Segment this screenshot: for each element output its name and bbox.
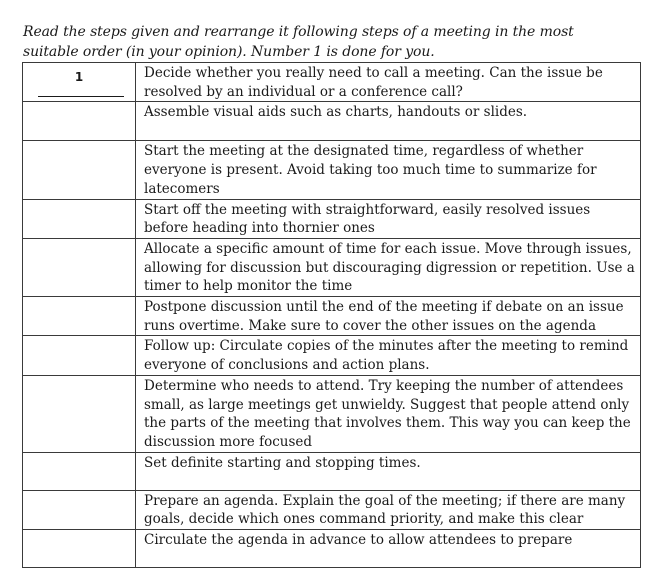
order-number: 1 xyxy=(74,70,84,84)
table-row xyxy=(23,530,641,568)
step-text: Start the meeting at the designated time, regardless of whether everyone is present. Avoid taking too much time to summarize for latecomers xyxy=(136,141,641,199)
table-row xyxy=(23,141,641,199)
answer-blank-line xyxy=(38,96,124,97)
step-text: Start off the meeting with straightforward, easily resolved issues before heading into thornier ones xyxy=(136,199,641,238)
step-text: Determine who needs to attend. Try keeping the number of attendees small, as large meetings get unwieldy. Suggest that people attend only the parts of the meeting that involves them. This way you can keep the discussion more focused xyxy=(136,375,641,452)
step-text: Set definite starting and stopping times. xyxy=(136,452,641,490)
steps-table xyxy=(22,62,641,568)
table-row xyxy=(23,297,641,336)
table-row xyxy=(23,490,641,529)
step-text: Circulate the agenda in advance to allow attendees to prepare xyxy=(136,530,641,568)
order-number-cell[interactable] xyxy=(23,375,136,452)
table-row xyxy=(23,452,641,490)
table-row xyxy=(23,238,641,296)
step-text: Decide whether you really need to call a meeting. Can the issue be resolved by an individual or a conference call? xyxy=(136,63,641,102)
step-text: Postpone discussion until the end of the meeting if debate on an issue runs overtime. Make sure to cover the other issues on the agenda xyxy=(136,297,641,336)
order-number-cell[interactable] xyxy=(23,102,136,141)
order-number-cell[interactable] xyxy=(23,199,136,238)
order-number-cell[interactable] xyxy=(23,530,136,568)
step-text: Allocate a specific amount of time for each issue. Move through issues, allowing for discussion but discouraging digression or repetition. Use a timer to help monitor the time xyxy=(136,238,641,296)
step-text: Assemble visual aids such as charts, handouts or slides. xyxy=(136,102,641,141)
step-text: Prepare an agenda. Explain the goal of the meeting; if there are many goals, decide which ones command priority, and make this clear xyxy=(136,490,641,529)
order-number-cell[interactable] xyxy=(23,63,136,102)
table-row xyxy=(23,199,641,238)
instructions-text: Read the steps given and rearrange it following steps of a meeting in the most suitable order (in your opinion). Number 1 is done for you. xyxy=(23,24,574,60)
order-number-cell[interactable] xyxy=(23,490,136,529)
order-number-cell[interactable] xyxy=(23,297,136,336)
step-text: Follow up: Circulate copies of the minutes after the meeting to remind everyone of conclusions and action plans. xyxy=(136,336,641,375)
table-row xyxy=(23,102,641,141)
order-number-cell[interactable] xyxy=(23,238,136,296)
order-number-cell[interactable] xyxy=(23,452,136,490)
table-row xyxy=(23,375,641,452)
table-row xyxy=(23,336,641,375)
table-row xyxy=(23,63,641,102)
order-number-cell[interactable] xyxy=(23,336,136,375)
order-number-cell[interactable] xyxy=(23,141,136,199)
